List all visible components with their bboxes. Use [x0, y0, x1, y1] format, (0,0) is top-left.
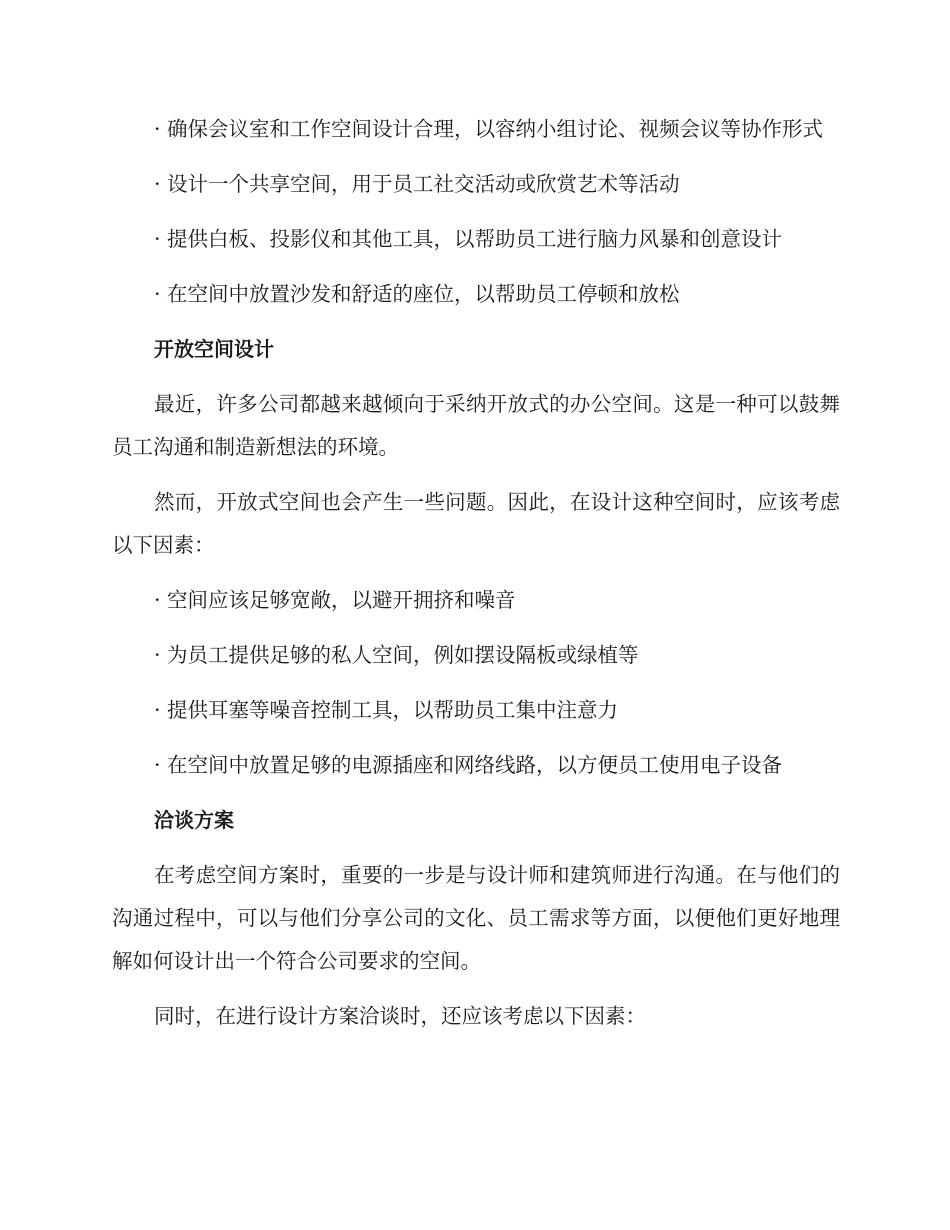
- bullet-item: · 确保会议室和工作空间设计合理，以容纳小组讨论、视频会议等协作形式: [154, 117, 824, 141]
- paragraph: 在考虑空间方案时，重要的一步是与设计师和建筑师进行沟通。在与他们的沟通过程中，可以与他们分享公司的文化、员工需求等方面，以便他们更好地理解如何设计出一个符合公司要求的空间。: [112, 863, 840, 973]
- section-heading: 开放空间设计: [154, 337, 274, 361]
- bullet-item: · 提供白板、投影仪和其他工具，以帮助员工进行脑力风暴和创意设计: [154, 227, 783, 251]
- bullet-item: · 为员工提供足够的私人空间，例如摆设隔板或绿植等: [154, 643, 639, 667]
- bullet-item: · 提供耳塞等噪音控制工具，以帮助员工集中注意力: [154, 698, 619, 722]
- bullet-item: · 在空间中放置足够的电源插座和网络线路，以方便员工使用电子设备: [154, 753, 783, 777]
- section-heading: 洽谈方案: [154, 808, 234, 832]
- bullet-item: · 在空间中放置沙发和舒适的座位，以帮助员工停顿和放松: [154, 282, 680, 306]
- paragraph: 然而，开放式空间也会产生一些问题。因此，在设计这种空间时，应该考虑以下因素：: [112, 490, 840, 557]
- paragraph: 最近，许多公司都越来越倾向于采纳开放式的办公空间。这是一种可以鼓舞员工沟通和制造新想法的环境。: [112, 392, 840, 459]
- bullet-item: · 设计一个共享空间，用于员工社交活动或欣赏艺术等活动: [154, 172, 680, 196]
- paragraph: 同时，在进行设计方案洽谈时，还应该考虑以下因素：: [154, 1004, 646, 1028]
- document-body: [112, 108, 840, 1050]
- bullet-item: · 空间应该足够宽敞，以避开拥挤和噪音: [154, 588, 516, 612]
